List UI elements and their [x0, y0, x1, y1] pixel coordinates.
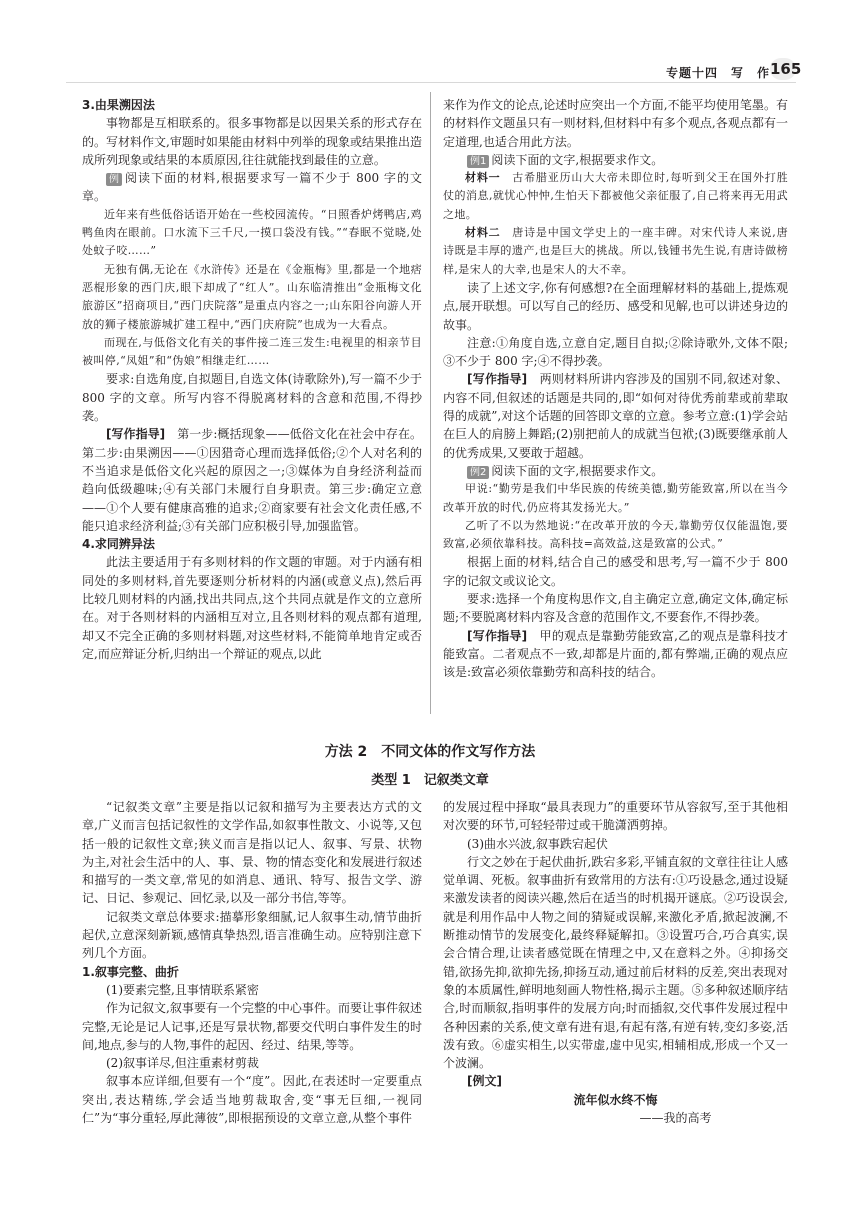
example-prompt-text: 阅读下面的文字,根据要求作文。: [491, 152, 664, 167]
example-prompt: [443, 462, 788, 480]
guide-text: 两则材料所讲内容涉及的国别不同,叙述对象、内容不同,但叙述的话题是共同的,即“如何对待优秀前辈或前辈取得的成就”,对这个话题的回答即文章的立意。参考立意:(1)学会站在巨人的肩膀上舞蹈;(2)别把前人的成就当包袱;(3)既要继承前人的优秀成果,又要敢于超越。: [443, 372, 788, 460]
essay-subtitle: ——我的高考: [639, 1111, 712, 1126]
guide-label: [写作指导]: [467, 372, 528, 387]
column-divider: [430, 92, 431, 714]
section-heading: 3.由果溯因法: [82, 98, 155, 112]
material-paragraph: [443, 169, 788, 224]
paragraph: 叙事本应详细,但要有一个“度”。因此,在表述时一定要重点突出,表达精练,学会适当地剪裁取舍,变“事无巨细,一视同仁”为“事分重轻,厚此薄彼”,即根据预设的文章立意,从整个事件: [82, 1074, 422, 1126]
section-heading: 1.叙事完整、曲折: [82, 964, 179, 979]
bottom-right-column: [443, 798, 788, 1127]
example-tag: 例: [106, 173, 122, 186]
example-prompt-text: 阅读下面的文字,根据要求作文。: [491, 463, 664, 478]
guide-label: [写作指导]: [106, 427, 166, 442]
material-text: 唐诗是中国文学史上的一座丰碑。对宋代诗人来说,唐诗既是丰厚的遗产,也是巨大的挑战。所以,钱锺书先生说,有唐诗做榜样,是宋人的大幸,也是宋人的大不幸。: [443, 226, 789, 276]
example-essay-label: [例文]: [467, 1074, 502, 1089]
example-tag: 例2: [467, 466, 489, 479]
paragraph: 此法主要适用于有多则材料的作文题的审题。对于内涵有相同处的多则材料,首先要逐则分析材料的内涵(或意义点),然后再比较几则材料的内涵,找出共同点,这个共同点就是作文的立意所在。对于各则材料的内涵相互对立,且各则材料的观点都有道理,却又不完全正确的多则材料题,对这些材料,不能简单地肯定或否定,而应辩证分析,归纳出一个辩证的观点,以此: [82, 555, 422, 661]
note: 注意:①角度自选,立意自定,题目自拟;②除诗歌外,文体不限;③不少于 800 字;④不得抄袭。: [443, 335, 788, 369]
sub-heading: (2)叙事详尽,但注重素材剪裁: [106, 1056, 259, 1071]
example-tag: 例1: [467, 155, 489, 168]
material-label: 材料二: [465, 226, 501, 240]
section-heading: 4.求同辨异法: [82, 537, 155, 552]
question: 根据上面的材料,结合自己的感受和思考,写一篇不少于 800 字的记叙文或议论文。: [443, 555, 788, 588]
paragraph: 来作为作文的论点,论述时应突出一个方面,不能平均使用笔墨。有的材料作文题虽只有一则材料,但材料中有多个观点,各观点都有一定道理,也适合用此方法。: [443, 98, 788, 149]
sub-heading: (1)要素完整,且事情联系紧密: [106, 982, 259, 997]
example-prompt: [443, 151, 788, 169]
paragraph: 行文之妙在于起伏曲折,跌宕多彩,平铺直叙的文章往往让人感觉单调、死板。叙事曲折有致常用的方法有:①巧设悬念,通过设疑来激发读者的阅读兴趣,然后在适当的时机揭开谜底。②巧设误会,就是利用作品中人物之间的猜疑或误解,来激化矛盾,掀起波澜,不断推动情节的发展变化,最终释疑解扣。③设置巧合,巧合真实,误会合情合理,让读者感觉既在情理之中,又在意料之外。④抑扬交错,欲扬先抑,欲抑先扬,抑扬互动,通过前后材料的反差,突出表现对象的本质属性,鲜明地刻画人物性格,揭示主题。⑤多种叙述顺序结合,时而顺叙,指明事件的发展方向;时而插叙,交代事件发展过程中各种因素的关系,使文章有进有退,有起有落,有逆有转,变幻多姿,活泼有致。⑥虚实相生,以实带虚,虚中见实,相辅相成,形成一个又一个波澜。: [443, 854, 788, 1071]
material-paragraph: 无独有偶,无论在《水浒传》还是在《金瓶梅》里,都是一个地痞恶棍形象的西门庆,眼下却成了“红人”。山东临清推出“金瓶梅文化旅游区”招商项目,“西门庆院落”是重点内容之一;山东阳谷向游人开放的狮子楼旅游城扩建工程中,“西门庆府院”也成为一大看点。: [82, 262, 422, 331]
writing-guide: [443, 370, 788, 461]
essay-title: 流年似水终不悔: [573, 1092, 658, 1107]
guide-text: 甲的观点是靠勤劳能致富,乙的观点是靠科技才能致富。二者观点不一致,却都是片面的,都有弊端,正确的观点应该是:致富必须依靠勤劳和高科技的结合。: [443, 628, 788, 680]
writing-guide: [443, 627, 788, 682]
page-header: [0, 58, 860, 86]
paragraph: 事物都是互相联系的。很多事物都是以因果关系的形式存在的。写材料作文,审题时如果能由材料中列举的现象或结果推出造成所列现象或结果的本质原因,往往就能找到最佳的立意。: [82, 116, 422, 167]
example-prompt: [82, 169, 422, 206]
guide-text: 第一步:概括现象——低俗文化在社会中存在。第二步:由果溯因——①因猎奇心理而选择低俗;②个人对名利的不当追求是低俗文化兴起的原因之一;③媒体为自身经济利益而趋向低级趣味;④有关部门未履行自身职责。第三步:确定立意——①个人要有健康高雅的追求;②商家要有社会文化责任感,不能只追求经济利益;③有关部门应积极引导,加强监管。: [82, 427, 422, 533]
right-column: [443, 96, 788, 682]
material-paragraph: 甲说:“勤劳是我们中华民族的传统美德,勤劳能致富,所以在当今改革开放的时代,仍应将其发扬光大。”: [443, 482, 788, 514]
question: 读了上述文字,你有何感想?在全面理解材料的基础上,提炼观点,展开联想。可以写自己的经历、感受和见解,也可以讲述身边的故事。: [443, 280, 788, 332]
requirement: 要求:选择一个角度构思作文,自主确定立意,确定文体,确定标题;不要脱离材料内容及含意的范围作文,不要套作,不得抄袭。: [443, 592, 788, 625]
material-text: 古希腊亚历山大大帝未即位时,每听到父王在国外打胜仗的消息,就忧心忡忡,生怕天下都被他父亲征服了,自己将来再无用武之地。: [443, 171, 789, 221]
material-paragraph: 乙听了不以为然地说:“在改革开放的今天,靠勤劳仅仅能温饱,要致富,必须依靠科技。高科技=高效益,这是致富的公式。”: [443, 518, 788, 551]
material-paragraph: 而现在,与低俗文化有关的事件接二连三发生:电视里的相亲节目被叫停,“凤姐”和“伪娘”相继走红……: [82, 335, 422, 368]
guide-label: [写作指导]: [467, 628, 528, 643]
type-title: 类型 1 记叙类文章: [371, 773, 489, 788]
paragraph: 记叙类文章总体要求:描摹形象细腻,记人叙事生动,情节曲折起伏,立意深刻新颖,感情真挚热烈,语言准确生动。应特别注意下列几个方面。: [82, 909, 422, 961]
example-prompt-text: 阅读下面的材料,根据要求写一篇不少于 800 字的文章。: [82, 171, 422, 204]
paragraph: 作为记叙文,叙事要有一个完整的中心事件。而要让事件叙述完整,无论是记人记事,还是写景状物,都要交代明白事件发生的时间,地点,参与的人物,事件的起因、经过、结果,等等。: [82, 1001, 422, 1052]
material-label: 材料一: [465, 171, 501, 185]
sub-heading: (3)曲水兴波,叙事跌宕起伏: [467, 836, 608, 851]
header-rule: [66, 82, 796, 83]
page-number: 165: [770, 60, 802, 78]
paragraph: “记叙类文章”主要是指以记叙和描写为主要表达方式的文章,广义而言包括记叙性的文学作品,如叙事性散文、小说等,又包括一般的记叙性文章;狭义而言是指以记人、叙事、写景、状物为主,对社会生活中的人、事、景、物的情态变化和发展进行叙述和描写的一类文章,常见的如消息、通讯、特写、报告文学、游记、日记、参观记、回忆录,以及一部分书信,等等。: [82, 800, 422, 906]
left-column: [82, 96, 422, 663]
bottom-left-column: [82, 798, 422, 1127]
material-paragraph: [443, 224, 788, 279]
method-title: 方法 2 不同文体的作文写作方法: [324, 744, 536, 760]
paragraph: 的发展过程中择取“最具表现力”的重要环节从容叙写,至于其他相对次要的环节,可轻轻带过或干脆潇洒剪掉。: [443, 800, 788, 833]
writing-guide: [82, 425, 422, 535]
material-paragraph: 近年来有些低俗话语开始在一些校园流传。“日照香炉烤鸭店,鸡鸭鱼肉在眼前。口水流下三千尺,一摸口袋没有钱。”“春眠不觉晓,处处蚊子咬……”: [82, 207, 422, 258]
chapter-title: 专题十四 写 作: [665, 66, 770, 80]
requirement: 要求:自选角度,自拟题目,自选文体(诗歌除外),写一篇不少于 800 字的文章。所写内容不得脱离材料的含意和范围,不得抄袭。: [82, 372, 422, 424]
